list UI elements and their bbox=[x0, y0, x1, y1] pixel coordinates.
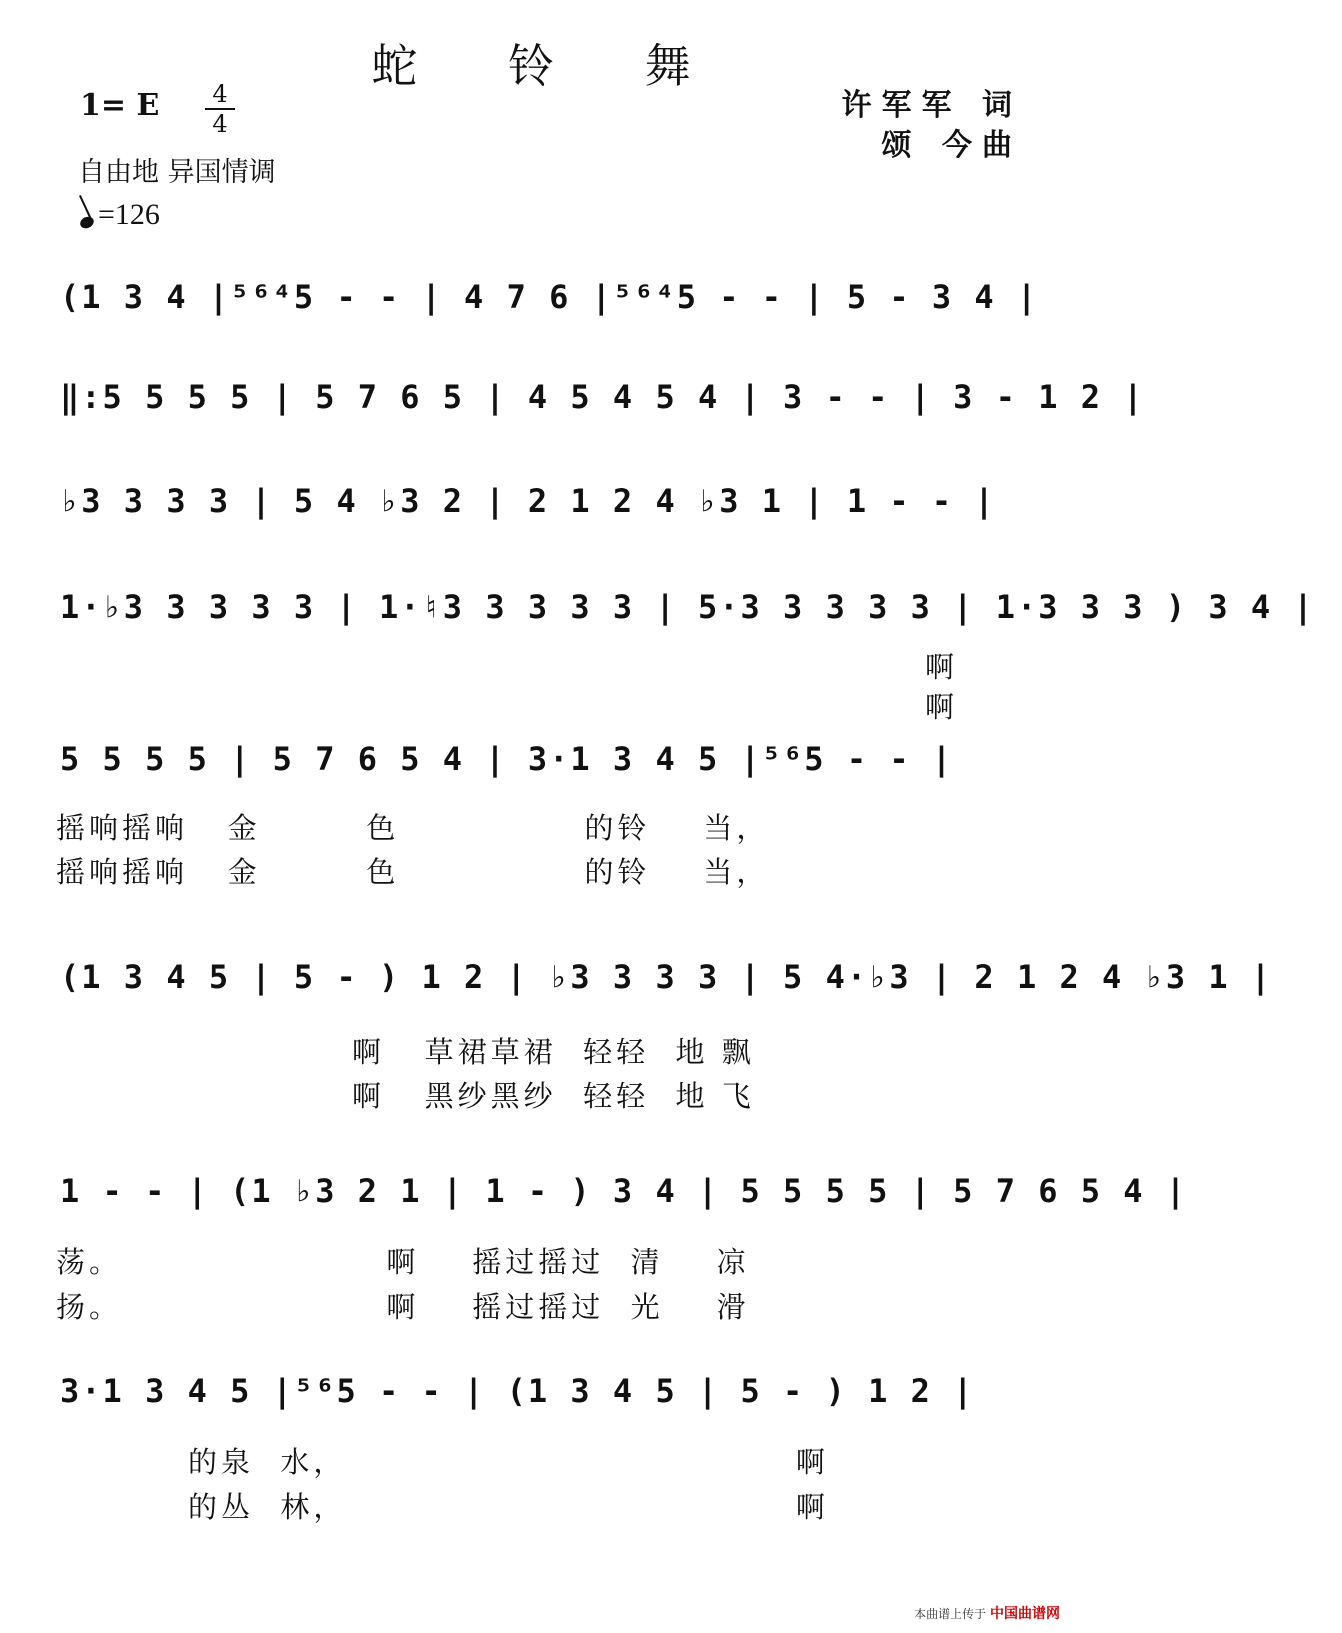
key-signature: 1= E bbox=[80, 88, 160, 123]
score-row-4: 1·♭3 3 3 3 3 | 1·♮3 3 3 3 3 | 5·3 3 3 3 3 | 1·3 3 3 ) 3 4 | bbox=[60, 588, 1315, 626]
lyric-row-5-v2: 摇响摇响 金 色 的铃 当， bbox=[56, 855, 770, 889]
time-sig-top: 4 bbox=[212, 80, 228, 108]
lyricist-credit: 许军军 词 bbox=[841, 88, 1022, 123]
time-signature bbox=[205, 82, 235, 136]
score-row-3: ♭3 3 3 3 | 5 4 ♭3 2 | 2 1 2 4 ♭3 1 | 1 - - | bbox=[60, 482, 996, 520]
time-sig-bottom: 4 bbox=[212, 110, 228, 138]
score-row-5: 5 5 5 5 | 5 7 6 5 4 | 3·1 3 4 5 |⁵⁶5 - - | bbox=[60, 740, 954, 778]
score-row-7: 1 - - | (1 ♭3 2 1 | 1 - ) 3 4 | 5 5 5 5 | 5 7 6 5 4 | bbox=[60, 1172, 1188, 1210]
expression-mark: 自由地 异国情调 bbox=[78, 157, 276, 188]
tempo-marking bbox=[80, 198, 160, 232]
score-row-6: (1 3 4 5 | 5 - ) 1 2 | ♭3 3 3 3 | 5 4·♭3 | 2 1 2 4 ♭3 1 | bbox=[60, 958, 1273, 996]
composer-credit: 颂 今曲 bbox=[881, 128, 1022, 163]
lyric-row-4-v1: 啊 bbox=[925, 650, 959, 684]
lyric-row-6-v2: 啊 黑纱黑纱 轻轻 地 飞 bbox=[352, 1079, 755, 1113]
lyric-row-7-v1: 荡。 啊 摇过摇过 清 凉 bbox=[56, 1245, 750, 1279]
score-row-8: 3·1 3 4 5 |⁵⁶5 - - | (1 3 4 5 | 5 - ) 1 2 | bbox=[60, 1372, 975, 1410]
lyric-row-7-v2: 扬。 啊 摇过摇过 光 滑 bbox=[56, 1290, 750, 1324]
tempo-value: =126 bbox=[98, 198, 160, 231]
quarter-note-icon bbox=[78, 215, 95, 231]
song-title: 蛇 铃 舞 bbox=[371, 39, 729, 93]
lyric-row-4-v2: 啊 bbox=[925, 690, 959, 724]
score-row-2: ‖:5 5 5 5 | 5 7 6 5 | 4 5 4 5 4 | 3 - - | 3 - 1 2 | bbox=[60, 378, 1145, 416]
score-row-1: (1 3 4 |⁵⁶⁴5 - - | 4 7 6 |⁵⁶⁴5 - - | 5 - 3 4 | bbox=[60, 278, 1039, 316]
footer-credit bbox=[914, 1603, 1060, 1623]
lyric-row-8-v2: 的丛 林， 啊 bbox=[188, 1490, 829, 1524]
lyric-row-6-v1: 啊 草裙草裙 轻轻 地 飘 bbox=[352, 1035, 755, 1069]
footer-text: 本曲谱上传于 bbox=[914, 1607, 987, 1621]
lyric-row-5-v1: 摇响摇响 金 色 的铃 当， bbox=[56, 811, 770, 845]
lyric-row-8-v1: 的泉 水， 啊 bbox=[188, 1445, 829, 1479]
footer-brand[interactable]: 中国曲谱网 bbox=[990, 1606, 1060, 1622]
